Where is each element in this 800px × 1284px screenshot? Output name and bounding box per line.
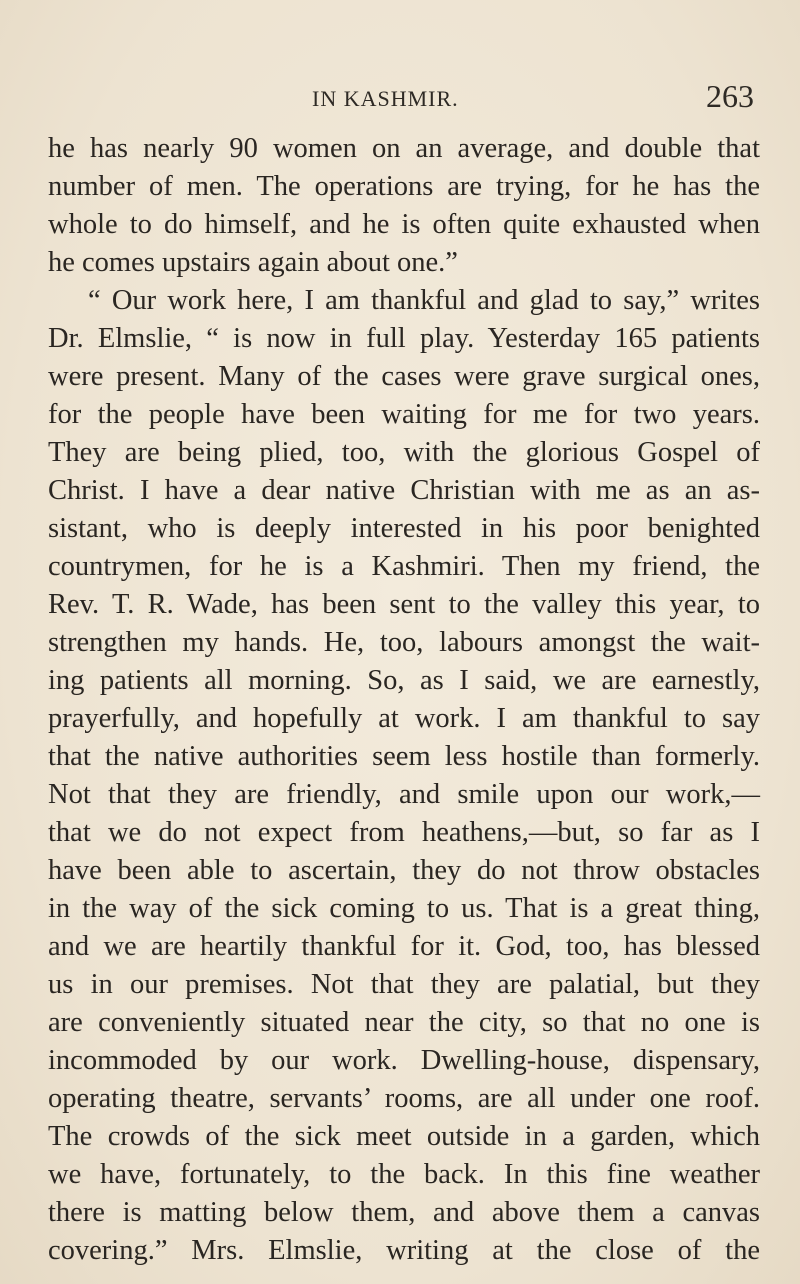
- text-line: whole to do himself, and he is often quite exhausted when: [48, 209, 760, 240]
- body-text: [48, 130, 760, 1270]
- page-number: 263: [706, 78, 754, 114]
- text-line: there is matting below them, and above them a canvas: [48, 1197, 760, 1228]
- text-line: Christ. I have a dear native Christian with me as an as-: [48, 475, 760, 506]
- text-line: Dr. Elmslie, “ is now in full play. Yesterday 165 patients: [48, 323, 760, 354]
- text-line: The crowds of the sick meet outside in a garden, which: [48, 1121, 760, 1152]
- text-line: covering.” Mrs. Elmslie, writing at the close of the: [48, 1235, 760, 1266]
- text-line: number of men. The operations are trying, for he has the: [48, 171, 760, 202]
- text-line: and we are heartily thankful for it. God, too, has blessed: [48, 931, 760, 962]
- text-line: prayerfully, and hopefully at work. I am thankful to say: [48, 703, 760, 734]
- text-line: that we do not expect from heathens,—but, so far as I: [48, 817, 760, 848]
- text-line: us in our premises. Not that they are palatial, but they: [48, 969, 760, 1000]
- text-line: are conveniently situated near the city, so that no one is: [48, 1007, 760, 1038]
- text-line: “ Our work here, I am thankful and glad to say,” writes: [88, 285, 760, 316]
- text-line: in the way of the sick coming to us. That is a great thing,: [48, 893, 760, 924]
- text-line: sistant, who is deeply interested in his poor benighted: [48, 513, 760, 544]
- text-line: he has nearly 90 women on an average, and double that: [48, 133, 760, 164]
- text-line: for the people have been waiting for me for two years.: [48, 399, 760, 430]
- text-line: operating theatre, servants’ rooms, are all under one roof.: [48, 1083, 760, 1114]
- text-line: have been able to ascertain, they do not throw obstacles: [48, 855, 760, 886]
- text-line: Rev. T. R. Wade, has been sent to the valley this year, to: [48, 589, 760, 620]
- text-line: incommoded by our work. Dwelling-house, dispensary,: [48, 1045, 760, 1076]
- text-line: Not that they are friendly, and smile upon our work,—: [48, 779, 760, 810]
- text-line: strengthen my hands. He, too, labours amongst the wait-: [48, 627, 760, 658]
- text-line: he comes upstairs again about one.”: [48, 247, 458, 278]
- text-line: ing patients all morning. So, as I said, we are earnestly,: [48, 665, 760, 696]
- text-line: that the native authorities seem less hostile than formerly.: [48, 741, 760, 772]
- running-head: IN KASHMIR.: [312, 86, 459, 111]
- text-line: we have, fortunately, to the back. In this fine weather: [48, 1159, 760, 1190]
- text-line: were present. Many of the cases were grave surgical ones,: [48, 361, 760, 392]
- text-line: countrymen, for he is a Kashmiri. Then my friend, the: [48, 551, 760, 582]
- text-line: They are being plied, too, with the glorious Gospel of: [48, 437, 760, 468]
